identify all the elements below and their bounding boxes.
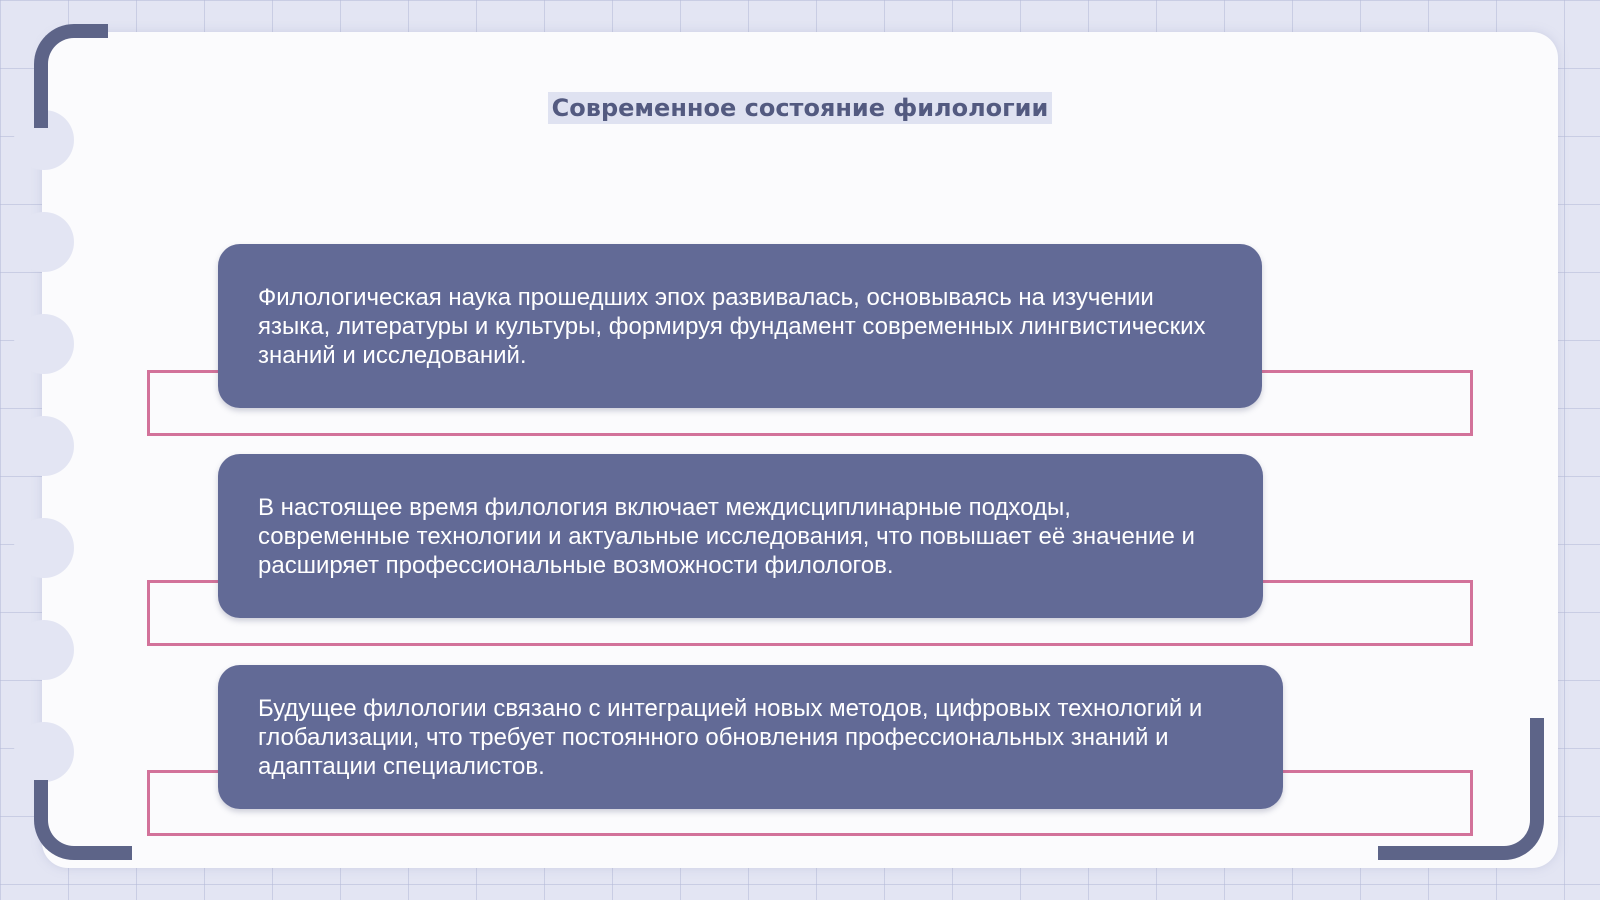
text-block-3-text: Будущее филологии связано с интеграцией новых методов, цифровых технологий и глобализации, что требует постоянного обновления профессиональных знаний и адаптации специалистов. [258, 694, 1203, 780]
corner-bracket-bottom-left [34, 780, 132, 860]
text-block-1-text: Филологическая наука прошедших эпох развивалась, основываясь на изучении языка, литературы и культуры, формируя фундамент современных лингвистических знаний и исследований. [258, 283, 1206, 369]
scallop-decoration [14, 314, 74, 374]
scallop-decoration [14, 518, 74, 578]
text-block-3 [218, 665, 1283, 809]
slide-title-text: Современное состояние филологии [548, 92, 1053, 124]
text-block-2-text: В настоящее время филология включает междисциплинарные подходы, современные технологии и актуальные исследования, что повышает её значение и расширяет профессиональные возможности филологов. [258, 493, 1195, 579]
text-block-1 [218, 244, 1262, 408]
text-block-2 [218, 454, 1263, 618]
scallop-decoration [14, 722, 74, 782]
slide-title [0, 94, 1600, 122]
scallop-decoration [14, 620, 74, 680]
scallop-decoration [14, 416, 74, 476]
scallop-decoration [14, 212, 74, 272]
